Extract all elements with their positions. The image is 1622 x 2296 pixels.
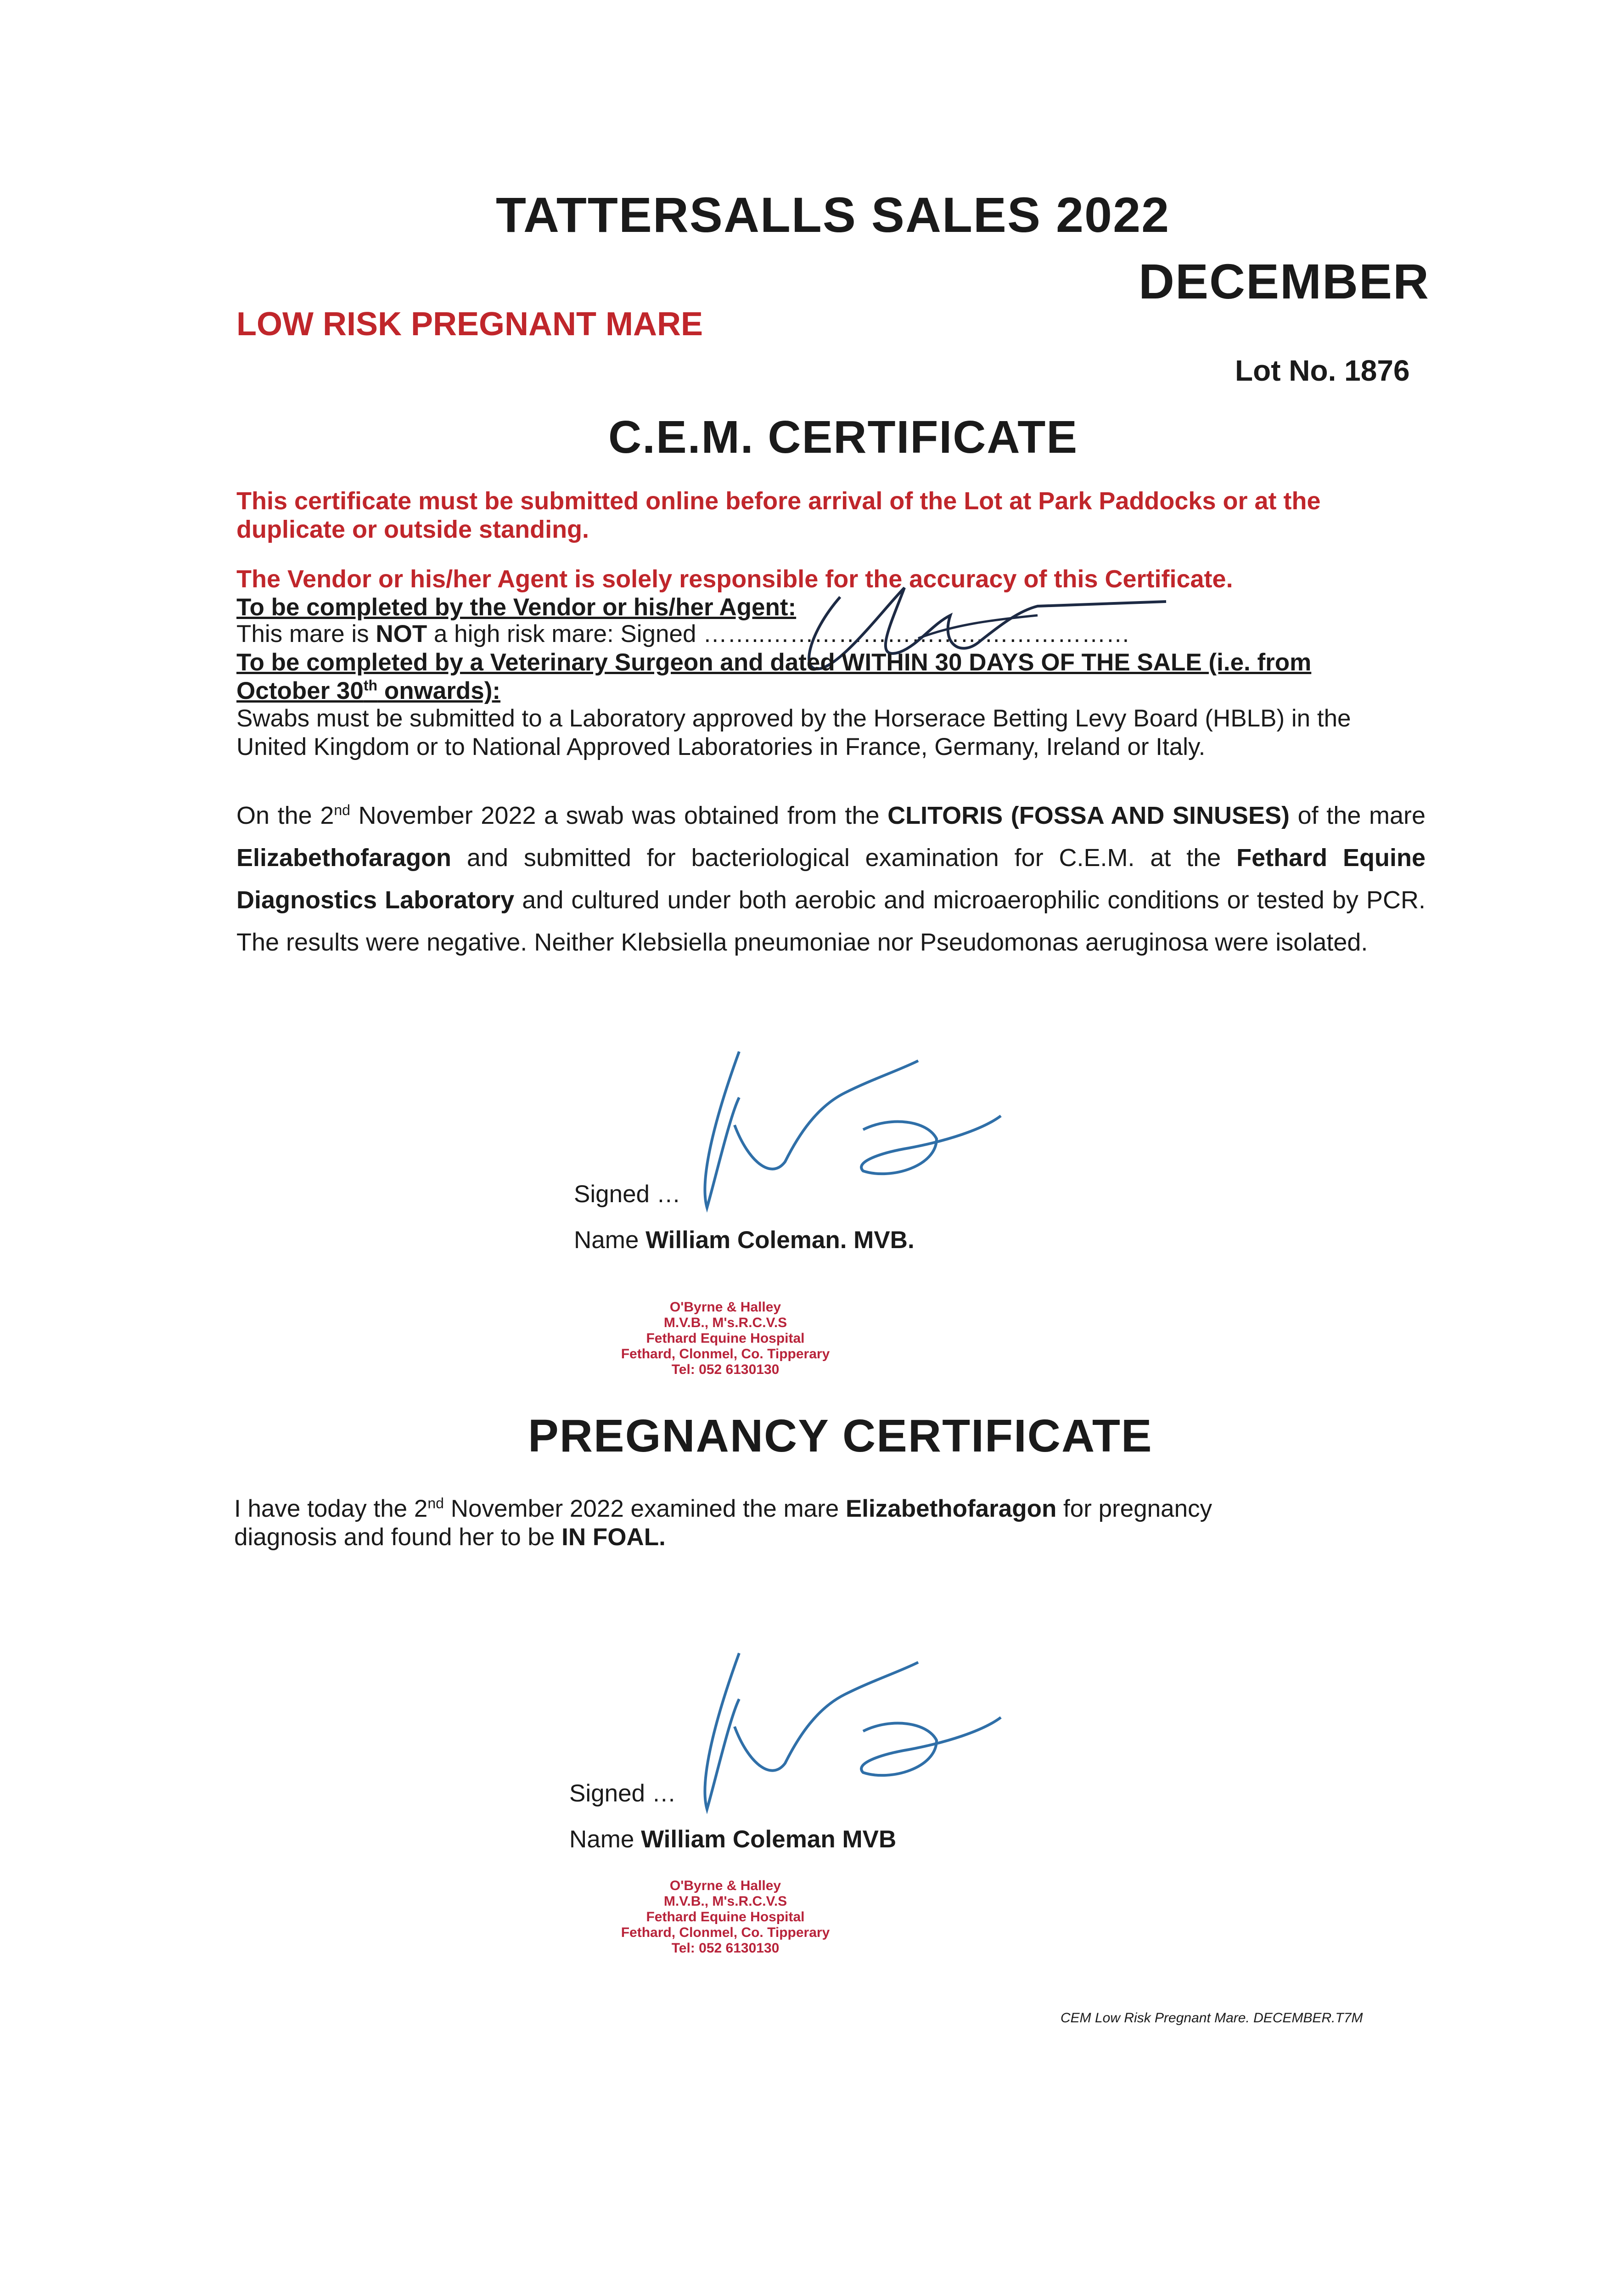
vet-heading-line-2: [236, 677, 1426, 705]
mare-name: Elizabethofaragon: [236, 844, 452, 872]
statement-text-5: and cultured under both aerobic and microaerophilic conditions or tested by PCR. The results were negative. Neither Klebsiella pneumoniae nor Pseudomonas aeruginosa were isolated.: [236, 886, 1426, 956]
mare-category: LOW RISK PREGNANT MARE: [236, 306, 703, 343]
sale-name: DECEMBER: [1139, 253, 1430, 309]
stamp-2-line-3: Fethard Equine Hospital: [646, 1909, 805, 1925]
pregnancy-vet-name: William Coleman MVB: [641, 1826, 897, 1853]
pregnancy-text-1: I have today the 2: [234, 1495, 428, 1522]
footer-reference: CEM Low Risk Pregnant Mare. DECEMBER.T7M: [1061, 2010, 1363, 2026]
stamp-line-3: Fethard Equine Hospital: [646, 1331, 805, 1346]
cem-name-label: Name: [574, 1227, 646, 1254]
cem-vet-name-line: [574, 1226, 915, 1255]
vet-heading-date-suffix: th: [363, 677, 378, 694]
high-risk-prefix: This mare is: [236, 620, 376, 647]
stamp-line-1: O'Byrne & Halley: [669, 1300, 781, 1315]
stamp-line-2: M.V.B., M's.R.C.V.S: [663, 1315, 787, 1330]
stamp-2-line-5: Tel: 052 6130130: [671, 1941, 780, 1956]
pregnancy-signed-label: Signed …: [569, 1780, 676, 1807]
vet-signature-stroke-3: [861, 1116, 1001, 1174]
pregnancy-text-3: for pregnancy diagnosis and found her to be: [234, 1495, 1212, 1551]
statement-text-1: On the 2: [236, 802, 334, 829]
vendor-responsibility-notice: The Vendor or his/her Agent is solely responsible for the accuracy of this Certificate.: [236, 565, 1233, 593]
pregnancy-text-2: November 2022 examined the mare: [443, 1495, 846, 1522]
pregnancy-statement: [234, 1495, 1290, 1552]
vet-signature: [679, 1024, 1038, 1217]
pregnancy-mare-name: Elizabethofaragon: [845, 1495, 1057, 1522]
cem-vet-name: William Coleman. MVB.: [645, 1227, 915, 1254]
swabs-note: Swabs must be submitted to a Laboratory approved by the Horserace Betting Levy Board (HBLB) in the United Kingdom or to National Approved Laboratories in France, Germany, Ireland or Italy.: [236, 705, 1351, 760]
statement-text-3: of the mare: [1290, 802, 1426, 829]
stamp-line-5: Tel: 052 6130130: [671, 1362, 780, 1377]
practice-stamp-2: [569, 1878, 881, 1956]
high-risk-not: NOT: [376, 620, 427, 647]
stamp-line-4: Fethard, Clonmel, Co. Tipperary: [621, 1346, 830, 1362]
vet-signature-2-stroke-3: [861, 1717, 1001, 1775]
vet-signature-stroke-1: [705, 1052, 739, 1208]
stamp-2-line-1: O'Byrne & Halley: [669, 1878, 781, 1893]
vet-signature-2-stroke-1: [705, 1653, 739, 1809]
practice-stamp: [569, 1300, 881, 1378]
vendor-signature-flourish: [918, 615, 1038, 638]
vet-section-heading: [236, 648, 1426, 705]
vet-heading-date: October 30: [236, 677, 364, 704]
high-risk-dots: ………………………………………: [765, 620, 1130, 647]
sale-title: TATTERSALLS SALES 2022: [496, 187, 1170, 242]
cem-statement: [236, 794, 1426, 963]
swab-site: CLITORIS (FOSSA AND SINUSES): [887, 802, 1290, 829]
vendor-section-heading: To be completed by the Vendor or his/her Agent:: [236, 594, 797, 621]
pregnancy-certificate-title: PREGNANCY CERTIFICATE: [528, 1410, 1153, 1462]
vet-heading-onwards: onwards):: [377, 677, 501, 704]
statement-text-2: November 2022 a swab was obtained from the: [350, 802, 888, 829]
high-risk-suffix: a high risk mare: Signed ……..: [427, 620, 765, 647]
laboratory-name: Fethard Equine Diagnostics Laboratory: [236, 844, 1426, 914]
statement-text-4: and submitted for bacteriological examination for C.E.M. at the: [451, 844, 1237, 872]
lot-number: Lot No. 1876: [1235, 354, 1410, 387]
stamp-2-line-2: M.V.B., M's.R.C.V.S: [663, 1894, 787, 1909]
pregnancy-vet-name-line: [569, 1825, 896, 1854]
pregnancy-name-label: Name: [569, 1826, 641, 1853]
vet-heading-line-1: To be completed by a Veterinary Surgeon and dated WITHIN 30 DAYS OF THE SALE (i.e. from: [236, 649, 1312, 676]
statement-date-suffix: nd: [334, 802, 350, 818]
vet-signature-2: [679, 1626, 1038, 1818]
cem-certificate-title: C.E.M. CERTIFICATE: [608, 411, 1078, 463]
pregnancy-date-suffix: nd: [427, 1495, 444, 1512]
cem-signed-label: Signed …: [574, 1181, 681, 1208]
stamp-2-line-4: Fethard, Clonmel, Co. Tipperary: [621, 1925, 830, 1940]
pregnancy-result: IN FOAL.: [561, 1524, 666, 1551]
submission-notice: This certificate must be submitted online before arrival of the Lot at Park Paddocks or at the duplicate or outside standing.: [236, 487, 1321, 543]
